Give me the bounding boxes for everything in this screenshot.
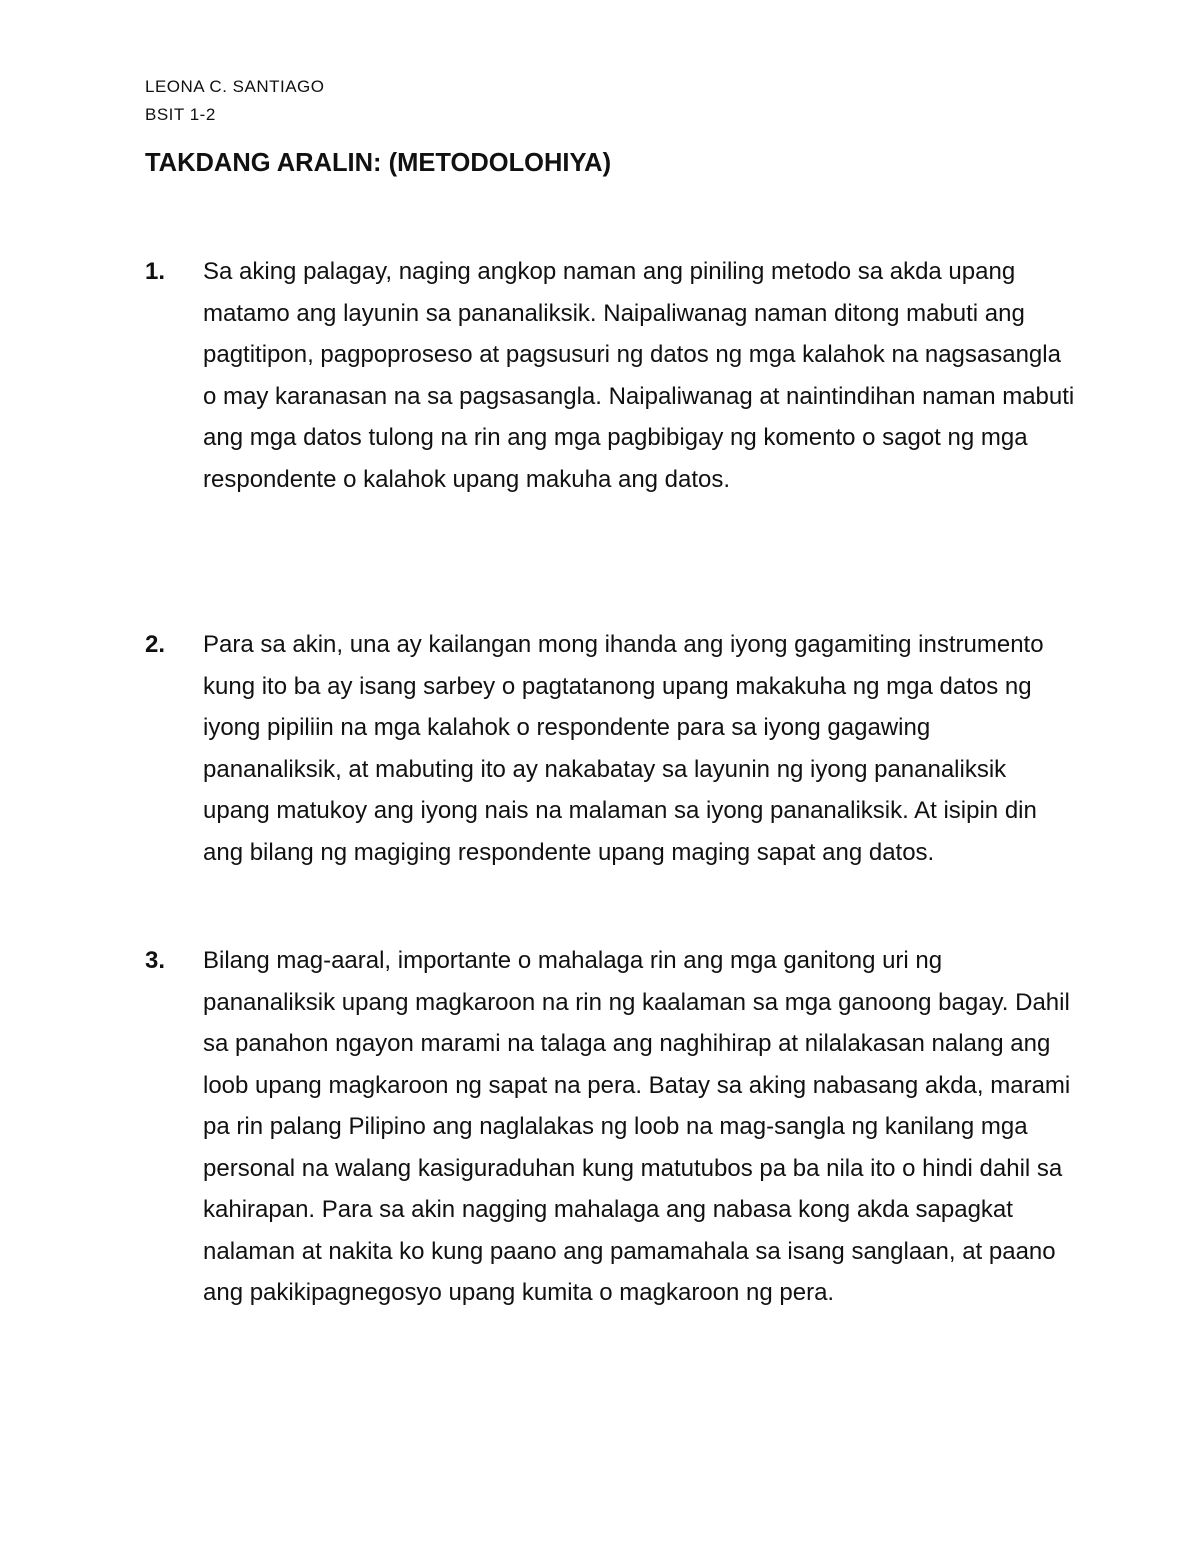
answer-item-1 (145, 251, 1075, 500)
item-text: Para sa akin, una ay kailangan mong ihanda ang iyong gagamiting instrumento kung ito ba ay isang sarbey o pagtatanong upang makakuha ng mga datos ng iyong pipiliin na mga kalahok o respondente para sa iyong gagawing pananaliksik, at mabuting ito ay nakabatay sa layunin ng iyong pananaliksik upang matukoy ang iyong nais na malaman sa iyong pananaliksik. At isipin din ang bilang ng magiging respondente upang maging sapat ang datos. (203, 631, 1044, 866)
page-title: TAKDANG ARALIN: (METODOLOHIYA) (145, 149, 612, 177)
item-number: 1. (145, 258, 166, 285)
item-text: Sa aking palagay, naging angkop naman ang piniling metodo sa akda upang matamo ang layunin sa pananaliksik. Naipaliwanag naman ditong mabuti ang pagtitipon, pagpoproseso at pagsusuri ng datos ng mga kalahok na nagsasangla o may karanasan na sa pagsasangla. Naipaliwanag at naintindihan naman mabuti ang mga datos tulong na rin ang mga pagbibigay ng komento o sagot ng mga respondente o kalahok upang makuha ang datos. (203, 258, 1075, 493)
item-text: Bilang mag-aaral, importante o mahalaga rin ang mga ganitong uri ng pananaliksik upang magkaroon na rin ng kaalaman sa mga ganoong bagay. Dahil sa panahon ngayon marami na talaga ang naghihirap at nilalakasan nalang ang loob upang magkaroon ng sapat na pera. Batay sa aking nabasang akda, marami pa rin palang Pilipino ang naglalakas ng loob na mag-sangla ng kanilang mga personal na walang kasiguraduhan kung matutubos pa ba nila ito o hindi dahil sa kahirapan. Para sa akin nagging mahalaga ang nabasa kong akda sapagkat nalaman at nakita ko kung paano ang pamamahala sa isang sanglaan, at paano ang pakikipagnegosyo upang kumita o magkaroon ng pera. (203, 947, 1071, 1306)
answer-item-3 (145, 940, 1075, 1314)
item-number: 3. (145, 947, 166, 974)
answer-item-2 (145, 624, 1075, 873)
class-section: BSIT 1-2 (145, 105, 216, 124)
author-name: LEONA C. SANTIAGO (145, 77, 325, 96)
item-number: 2. (145, 631, 166, 658)
